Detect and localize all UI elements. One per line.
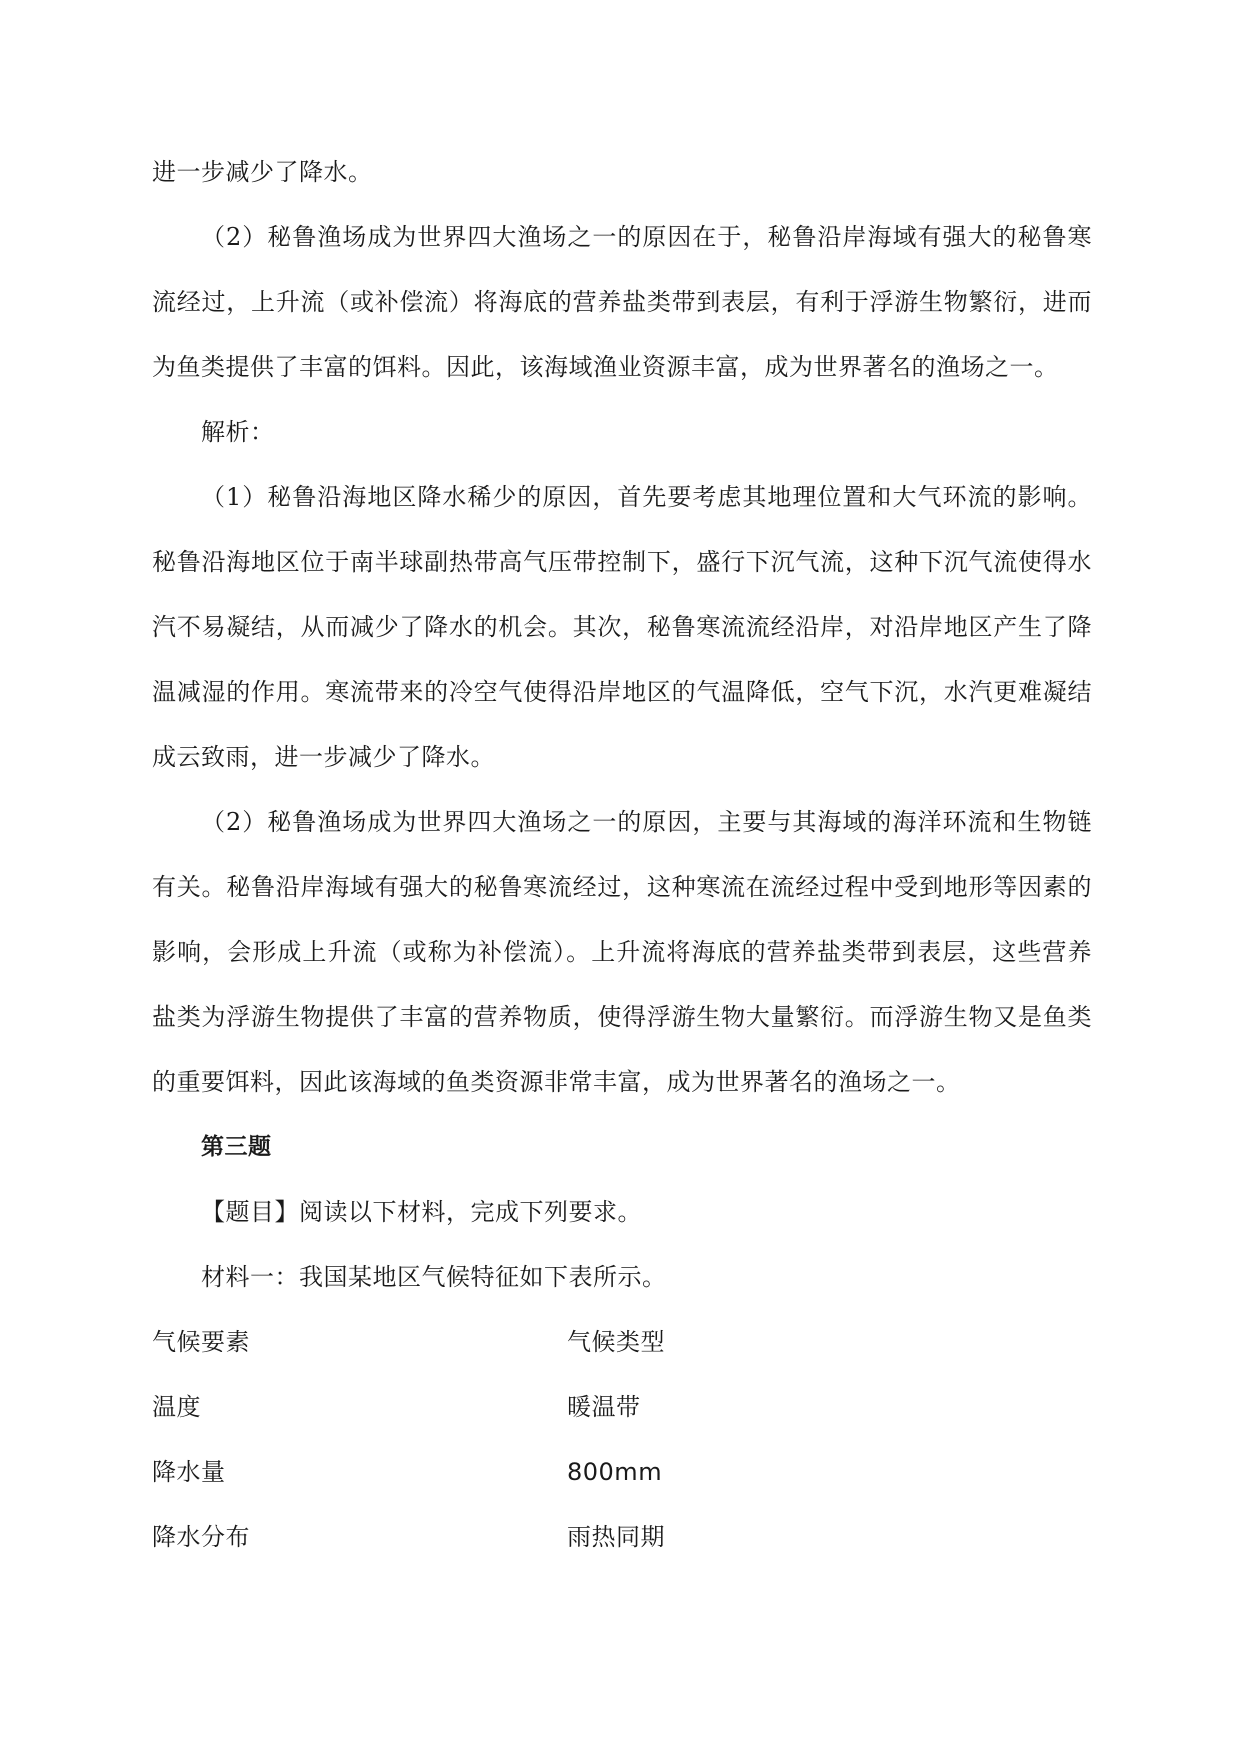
table-cell: 800mm bbox=[567, 1458, 663, 1486]
section-heading: 第三题 bbox=[201, 1134, 272, 1160]
table-cell: 暖温带 bbox=[567, 1393, 641, 1421]
analysis-paragraph-2: （2）秘鲁渔场成为世界四大渔场之一的原因，主要与其海域的海洋环流和生物链有关。秘鲁沿岸海域有强大的秘鲁寒流经过，这种寒流在流经过程中受到地形等因素的影响，会形成上升流（或称为补偿流）。上升流将海底的营养盐类带到表层，这些营养盐类为浮游生物提供了丰富的营养物质，使得浮游生物大量繁衍。而浮游生物又是鱼类的重要饵料，因此该海域的鱼类资源非常丰富，成为世界著名的渔场之一。 bbox=[152, 808, 1092, 1096]
table-row bbox=[152, 1375, 867, 1440]
table-row bbox=[152, 1440, 867, 1505]
climate-table bbox=[152, 1310, 867, 1570]
table-row bbox=[152, 1505, 867, 1570]
table-cell: 温度 bbox=[152, 1393, 201, 1421]
question-text: 【题目】阅读以下材料，完成下列要求。 bbox=[201, 1198, 642, 1226]
table-header-row bbox=[152, 1310, 867, 1375]
table-header-cell: 气候要素 bbox=[152, 1328, 250, 1356]
table-header-cell: 气候类型 bbox=[567, 1328, 665, 1356]
analysis-label: 解析： bbox=[201, 418, 275, 446]
analysis-paragraph-1: （1）秘鲁沿海地区降水稀少的原因，首先要考虑其地理位置和大气环流的影响。秘鲁沿海地区位于南半球副热带高气压带控制下，盛行下沉气流，这种下沉气流使得水汽不易凝结，从而减少了降水的机会。其次，秘鲁寒流流经沿岸，对沿岸地区产生了降温减湿的作用。寒流带来的冷空气使得沿岸地区的气温降低，空气下沉，水汽更难凝结成云致雨，进一步减少了降水。 bbox=[152, 483, 1092, 771]
table-cell: 雨热同期 bbox=[567, 1523, 665, 1551]
table-cell: 降水分布 bbox=[152, 1523, 250, 1551]
table-cell: 降水量 bbox=[152, 1458, 226, 1486]
document-body bbox=[152, 140, 1092, 1570]
answer-paragraph-2: （2）秘鲁渔场成为世界四大渔场之一的原因在于，秘鲁沿岸海域有强大的秘鲁寒流经过，上升流（或补偿流）将海底的营养盐类带到表层，有利于浮游生物繁衍，进而为鱼类提供了丰富的饵料。因此，该海域渔业资源丰富，成为世界著名的渔场之一。 bbox=[152, 223, 1092, 381]
material-intro: 材料一：我国某地区气候特征如下表所示。 bbox=[201, 1263, 667, 1291]
paragraph-continuation: 进一步减少了降水。 bbox=[152, 158, 373, 186]
